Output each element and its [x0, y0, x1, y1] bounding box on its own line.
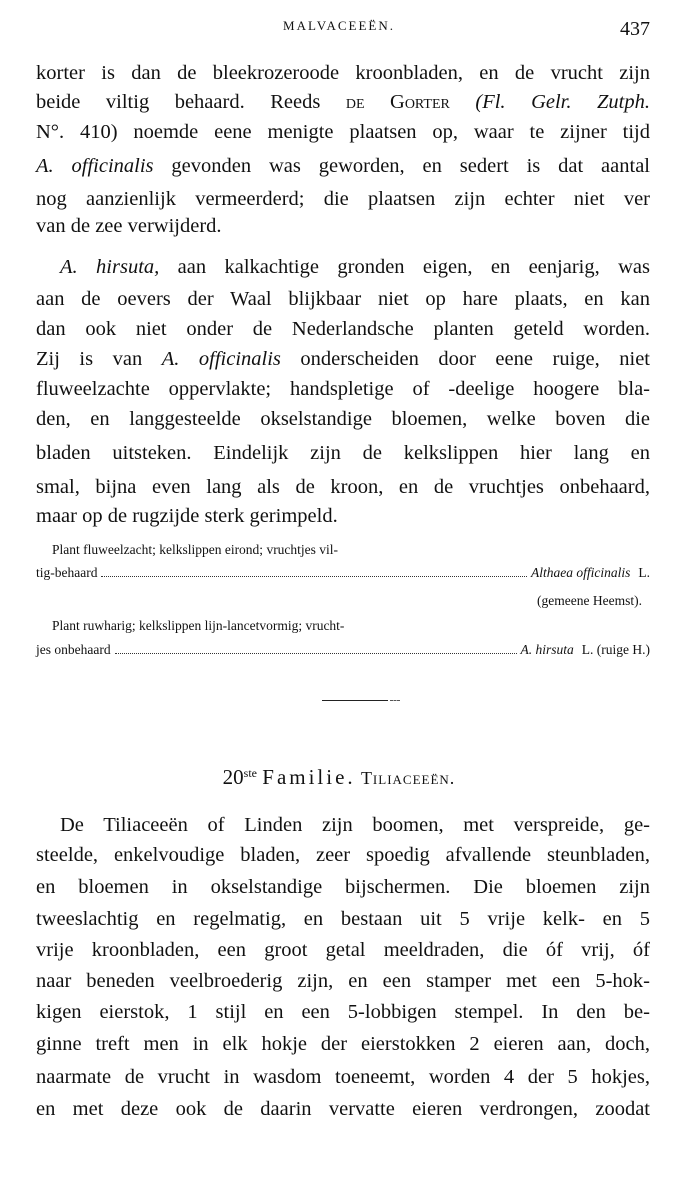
- leader-dots: [101, 575, 527, 577]
- text-line: ginne treft men in elk hokje der eierstokken 2 eieren aan, doch,: [36, 1033, 650, 1055]
- text-line: beide viltig behaard. Reeds de Gorter (Fl. Gelr. Zutph.: [36, 91, 650, 113]
- text-line: korter is dan de bleekrozeroode kroonbladen, en de vrucht zijn: [36, 62, 650, 84]
- text-line: A. hirsuta, aan kalkachtige gronden eigen, en eenjarig, was: [60, 256, 650, 278]
- family-name: Tiliaceeën.: [360, 768, 456, 788]
- text-line: maar op de rugzijde sterk gerimpeld.: [36, 505, 338, 527]
- key-author: L. (ruige H.): [581, 642, 650, 657]
- key-species: Althaea officinalis: [531, 565, 631, 580]
- section-divider: [322, 700, 388, 701]
- text-line: van de zee verwijderd.: [36, 215, 222, 237]
- text-line: kigen eierstok, 1 stijl en een 5-lobbigen stempel. In den be-: [36, 1001, 650, 1023]
- family-number: 20: [222, 765, 244, 789]
- text-line: dan ook niet onder de Nederlandsche planten geteld worden.: [36, 318, 650, 340]
- key-entry-lead: jes onbehaard: [36, 642, 111, 657]
- text-line: nog aanzienlijk vermeerderd; die plaatsen zijn echter niet ver: [36, 188, 650, 210]
- section-divider-tail: [390, 700, 400, 701]
- key-entry-row: [36, 640, 650, 660]
- text-line: den, en langgesteelde okselstandige bloemen, welke boven die: [36, 408, 650, 430]
- leader-dots: [115, 652, 517, 654]
- text-line: aan de oevers der Waal blijkbaar niet op hare plaats, en kan: [36, 288, 650, 310]
- text-line: naar beneden veelbroederig zijn, en een stamper met een 5-hok-: [36, 970, 650, 992]
- text-line: en met deze ook de daarin vervatte eieren verdrongen, zoodat: [36, 1098, 650, 1120]
- text-line: A. officinalis gevonden was geworden, en sedert is dat aantal: [36, 155, 650, 177]
- text-line: naarmate de vrucht in wasdom toeneemt, worden 4 der 5 hokjes,: [36, 1066, 650, 1088]
- text-line: fluweelzachte oppervlakte; handspletige of -deelige hoogere bla-: [36, 378, 650, 400]
- text-line: vrije kroonbladen, een groot getal meeldraden, die óf vrij, óf: [36, 939, 650, 961]
- text-line: bladen uitsteken. Eindelijk zijn de kelkslippen hier lang en: [36, 442, 650, 464]
- key-entry-line: Plant ruwharig; kelkslippen lijn-lancetvormig; vrucht-: [52, 618, 345, 633]
- family-number-suffix: ste: [243, 766, 258, 780]
- running-header: MALVACEEËN.: [283, 18, 395, 33]
- text-line: N°. 410) noemde eene menigte plaatsen op, waar te zijner tijd: [36, 121, 650, 143]
- text-line: tweeslachtig en regelmatig, en bestaan uit 5 vrije kelk- en 5: [36, 908, 650, 930]
- key-author: L.: [638, 565, 650, 580]
- key-entry-line: Plant fluweelzacht; kelkslippen eirond; vruchtjes vil-: [52, 542, 339, 557]
- page-number: 437: [620, 18, 650, 40]
- text-line: smal, bijna even lang als de kroon, en de vruchtjes onbehaard,: [36, 476, 650, 498]
- text-line: Zij is van A. officinalis onderscheiden door eene ruige, niet: [36, 348, 650, 370]
- key-common-name: (gemeene Heemst).: [537, 593, 642, 608]
- text-line: De Tiliaceeën of Linden zijn boomen, met verspreide, ge-: [60, 814, 650, 836]
- key-entry-lead: tig-behaard: [36, 565, 98, 580]
- key-species: A. hirsuta: [520, 642, 574, 657]
- family-label: Familie.: [262, 765, 356, 789]
- text-line: en bloemen in okselstandige bijschermen. Die bloemen zijn: [36, 876, 650, 898]
- family-heading: [0, 760, 678, 791]
- text-line: steelde, enkelvoudige bladen, zeer spoedig afvallende steunbladen,: [36, 844, 650, 866]
- key-entry-row: [36, 563, 650, 583]
